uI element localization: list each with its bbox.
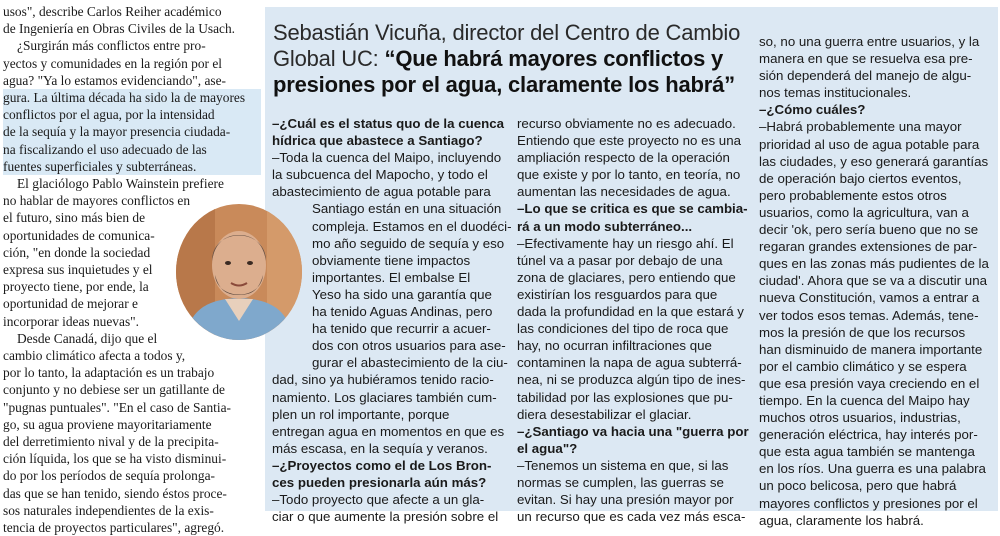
- text-line: de la sequía y la mayor presencia ciudada-: [3, 123, 261, 140]
- headline: [273, 20, 751, 98]
- text-line: de operación bajo ciertos eventos,: [759, 170, 962, 186]
- text-line: gura. La última década ha sido la de mayores: [3, 89, 261, 106]
- text-line: ampliación respecto de la operación: [517, 150, 730, 166]
- interview-question-line: –¿Santiago va hacia una "guerra por: [517, 423, 749, 439]
- text-line: tencia de proyectos particulares", agregó.: [3, 520, 225, 536]
- text-line: diera desestabilizar el glaciar.: [517, 406, 692, 422]
- text-line: han disminuido de manera importante: [759, 341, 983, 357]
- text-line: nea, ni se produzca algún tipo de ines-: [517, 372, 746, 388]
- text-line: –Todo proyecto que afecte a un gla-: [272, 492, 485, 508]
- interview-question-line: rá a un modo subterráneo...: [517, 218, 693, 234]
- text-line: un poco belicosa, pero que habrá: [759, 478, 957, 494]
- text-line: cambio climático afecta a todos y,: [3, 348, 186, 364]
- text-line: tabilidad por las explosiones que pu-: [517, 389, 733, 405]
- headline-lead: Sebastián Vicuña, director del Centro de Cambio Global UC:: [273, 20, 741, 71]
- text-line: aumentan las necesidades de agua.: [517, 184, 731, 200]
- text-line: expresa sus inquietudes y el: [3, 262, 153, 278]
- text-line: que existe y por lo tanto, en teoría, no: [517, 167, 741, 183]
- text-line: generación eléctrica, hay interés por-: [759, 427, 978, 443]
- text-line: usuarios, como la agricultura, van a: [759, 204, 969, 220]
- text-line: muchos otros usuarios, industrias,: [759, 410, 961, 426]
- text-line: mayores conflictos y presiones por el: [759, 495, 978, 511]
- text-line: oportunidad de mejorar e: [3, 296, 138, 312]
- text-line: "pugnas puntuales". "En el caso de Santia-: [3, 399, 231, 415]
- text-line: ción líquida, los que se ha visto disminui-: [3, 451, 227, 467]
- text-line: ciudad'. Ahora que se va a discutir una: [759, 273, 987, 289]
- text-line: en los ríos. Una guerra es una palabra: [759, 461, 986, 477]
- text-line: –Toda la cuenca del Maipo, incluyendo: [272, 150, 502, 166]
- text-line: hay, no ocurran infiltraciones que: [517, 338, 712, 354]
- text-line: del derretimiento nival y de la precipita-: [3, 434, 219, 450]
- text-line: túnel va a pasar por debajo de una: [517, 252, 723, 268]
- text-line: –Tenemos un sistema en que, si las: [517, 457, 729, 473]
- interview-question-line: hídrica que abastece a Santiago?: [272, 133, 483, 149]
- text-line: proyecto tiene, por ende, la: [3, 279, 149, 295]
- text-line: mos la presión de que los recursos: [759, 324, 966, 340]
- interview-question-line: –¿Cuál es el status quo de la cuenca: [272, 116, 505, 131]
- text-line: oportunidades de comunica-: [3, 227, 155, 243]
- text-line: que esta agua también se mantenga: [759, 444, 975, 460]
- text-line: nueva Constitución, vamos a entrar a: [759, 290, 980, 306]
- text-line: na fiscalizando el uso adecuado de las: [3, 141, 261, 158]
- text-line: compleja. Estamos en el duodéci-: [312, 218, 512, 234]
- text-line: –Efectivamente hay un riesgo ahí. El: [517, 235, 734, 251]
- text-line: das que se han tenido, siendo éstos proce-: [3, 485, 227, 501]
- text-line: fuentes superficiales y subterráneas.: [3, 158, 261, 175]
- text-line: –Habrá probablemente una mayor: [759, 119, 962, 135]
- text-line: entregan agua en momentos en que es: [272, 423, 505, 439]
- text-line: incorporar ideas nuevas".: [3, 313, 139, 329]
- text-line: no hablar de mayores conflictos en: [3, 193, 191, 209]
- interview-question-line: –¿Proyectos como el de Los Bron-: [272, 457, 492, 473]
- text-line: gurar el abastecimiento de la ciu-: [312, 355, 508, 371]
- interview-question-line: el agua"?: [517, 440, 578, 456]
- text-line: Entiendo que este proyecto no es una: [517, 133, 741, 149]
- text-line: Yeso ha sido una garantía que: [312, 286, 492, 302]
- text-line: ver todos esos temas. Además, tene-: [759, 307, 979, 323]
- interview-column-3: [759, 33, 995, 529]
- text-line: tiempo. En la cuenca del Maipo hay: [759, 392, 970, 408]
- text-line: prioridad al uso de agua potable para: [759, 136, 980, 152]
- text-line: por el cambio climático y se espera: [759, 358, 967, 374]
- text-line: importantes. El embalse El: [312, 269, 471, 285]
- text-line: ha tenido que recurrir a acuer-: [312, 321, 491, 337]
- text-line: obviamente tiene impactos: [312, 252, 471, 268]
- text-line: dos con otros usuarios para ase-: [312, 338, 506, 354]
- interview-column-1: [272, 115, 512, 525]
- text-line: ciar o que aumente la presión sobre el: [272, 509, 499, 525]
- text-line: evitan. Si hay una presión mayor por: [517, 492, 734, 508]
- text-line: existirían los resguardos para que: [517, 286, 718, 302]
- text-line: sión dependerá del manejo de algu-: [759, 68, 972, 84]
- text-line: go, su agua proviene mayoritariamente: [3, 416, 212, 432]
- interview-question-line: ces pueden presionarla aún más?: [272, 474, 487, 490]
- text-line: regaran grandes extensiones de par-: [759, 239, 978, 255]
- text-line: contaminen la napa de agua subterrá-: [517, 355, 742, 371]
- text-line: de Ingeniería en Obras Civiles de la Usach.: [3, 21, 236, 37]
- text-line: El glaciólogo Pablo Wainstein prefiere: [17, 176, 224, 192]
- text-line: Santiago están en una situación: [312, 201, 502, 217]
- interview-question-line: –Lo que se critica es que se cambia-: [517, 201, 748, 217]
- text-line: agua? "Ya lo estamos evidenciando", ase-: [3, 72, 227, 88]
- text-line: zona de glaciares, pero entiendo que: [517, 269, 736, 285]
- text-line: pero probablemente estos otros: [759, 187, 947, 203]
- text-line: que esa presión vaya creciendo en el: [759, 375, 980, 391]
- text-line: las ciudades, y eso generará garantías: [759, 153, 989, 169]
- text-line: el futuro, sino más bien de: [3, 210, 146, 226]
- text-line: dada la profundidad en la que estará y: [517, 304, 744, 320]
- text-line: dad, sino ya hubiéramos tenido racio-: [272, 372, 494, 388]
- text-line: nos temas institucionales.: [759, 85, 912, 101]
- text-line: usos", describe Carlos Reiher académico: [3, 4, 222, 19]
- text-line: manera en que se resuelva esa pre-: [759, 51, 973, 67]
- text-line: ha tenido Aguas Andinas, pero: [312, 304, 493, 320]
- text-line: sos naturales independientes de la exis-: [3, 502, 214, 518]
- headline-quote: “Que habrá mayores conflictos y presiones por el agua, claramente los habrá”: [273, 46, 735, 97]
- text-line: abastecimiento de agua potable para: [272, 184, 491, 200]
- text-line: do por los períodos de sequía prolonga-: [3, 468, 215, 484]
- text-line: la subcuenca del Mapocho, y todo el: [272, 167, 488, 183]
- text-line: plen un rol importante, porque: [272, 406, 450, 422]
- text-line: decir 'ok, pero sería bueno que no se: [759, 222, 979, 238]
- text-line: más escasa, en la sequía y veranos.: [272, 440, 488, 456]
- portrait-photo-icon: [175, 203, 303, 341]
- text-line: un recurso que es cada vez más esca-: [517, 509, 746, 525]
- text-line: yectos y comunidades en la región por el: [3, 55, 223, 71]
- text-line: ques en las zonas más pudientes de la: [759, 256, 989, 272]
- text-line: recurso obviamente no es adecuado.: [517, 116, 736, 131]
- text-line: conflictos por el agua, por la intensidad: [3, 106, 261, 123]
- text-line: namiento. Los glaciares también cum-: [272, 389, 497, 405]
- text-line: ¿Surgirán más conflictos entre pro-: [17, 38, 206, 54]
- text-line: ción, "en donde la sociedad: [3, 244, 151, 260]
- text-line: por lo tanto, la adaptación es un trabajo: [3, 365, 215, 381]
- text-line: Desde Canadá, dijo que el: [17, 330, 158, 346]
- text-line: mo año seguido de sequía y eso: [312, 235, 505, 251]
- text-line: normas se cumplen, las guerras se: [517, 474, 724, 490]
- interview-question-line: –¿Cómo cuáles?: [759, 102, 866, 118]
- interview-column-2: [517, 115, 753, 525]
- text-line: agua, claramente los habrá.: [759, 512, 924, 528]
- text-line: conjunto y no debiese ser un gatillante de: [3, 382, 225, 398]
- text-line: so, no una guerra entre usuarios, y la: [759, 34, 980, 49]
- text-line: las condiciones del tipo de roca que: [517, 321, 729, 337]
